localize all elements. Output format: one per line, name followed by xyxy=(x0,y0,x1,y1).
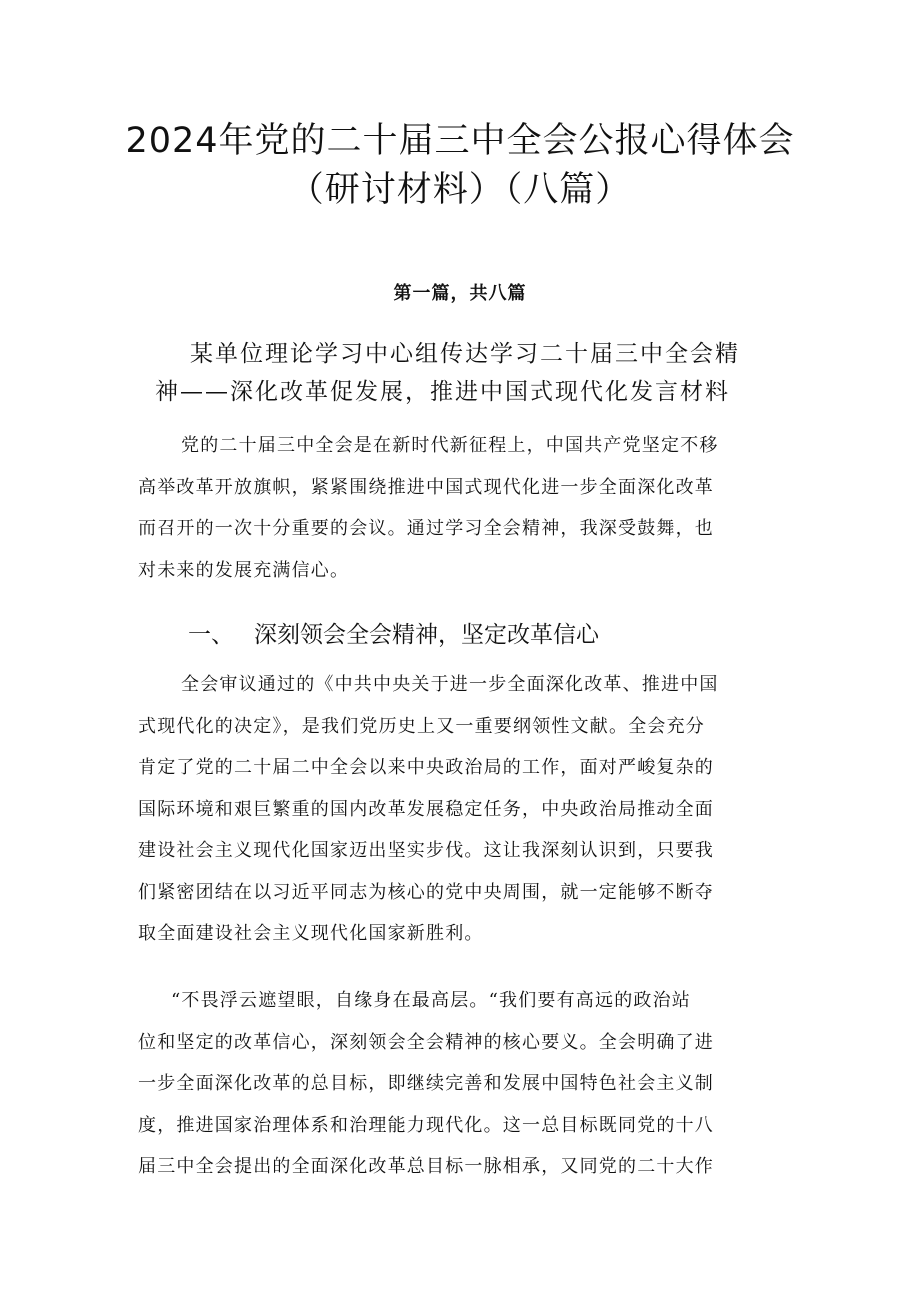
article-heading-line-1: 某单位理论学习中心组传达学习二十届三中全会精 xyxy=(190,341,740,367)
paragraph-line: 届三中全会提出的全面深化改革总目标一脉相承，又同党的二十大作 xyxy=(138,1156,714,1177)
part-label: 第一篇，共八篇 xyxy=(393,283,527,304)
paragraph-line: “不畏浮云遮望眼，自缘身在最高层。“我们要有高远的政治站 xyxy=(171,990,692,1011)
paragraph-line: 全会审议通过的《中共中央关于进一步全面深化改革、推进中国 xyxy=(181,674,719,695)
paragraph-line: 建设社会主义现代化国家迈出坚实步伐。这让我深刻认识到，只要我 xyxy=(138,840,714,861)
intro-line: 而召开的一次十分重要的会议。通过学习全会精神，我深受鼓舞，也 xyxy=(138,518,714,539)
section-number: 一、 xyxy=(188,622,234,648)
paragraph-line: 一步全面深化改革的总目标，即继续完善和发展中国特色社会主义制 xyxy=(138,1073,714,1094)
section-title-text: 深刻领会全会精神，坚定改革信心 xyxy=(254,622,599,648)
paragraph-line: 式现代化的决定》，是我们党历史上又一重要纲领性文献。全会充分 xyxy=(138,715,705,737)
intro-line: 党的二十届三中全会是在新时代新征程上，中国共产党坚定不移 xyxy=(181,435,719,456)
section-paragraph-1 xyxy=(138,664,788,955)
document-title-line-1: 2024年党的二十届三中全会公报心得体会 xyxy=(125,121,795,161)
paragraph-line: 位和坚定的改革信心，深刻领会全会精神的核心要义。全会明确了进 xyxy=(138,1031,714,1053)
article-heading-line-2: 神——深化改革促发展，推进中国式现代化发言材料 xyxy=(155,379,730,405)
document-title-line-2: （研讨材料）（八篇） xyxy=(288,170,632,210)
intro-paragraph xyxy=(138,425,788,591)
paragraph-line: 取全面建设社会主义现代化国家新胜利。 xyxy=(138,923,484,944)
paragraph-line: 们紧密团结在以习近平同志为核心的党中央周围，就一定能够不断夺 xyxy=(138,881,714,903)
intro-line: 对未来的发展充满信心。 xyxy=(138,559,350,581)
section-paragraph-2 xyxy=(138,980,788,1188)
section-heading xyxy=(188,616,599,649)
paragraph-line: 度，推进国家治理体系和治理能力现代化。这一总目标既同党的十八 xyxy=(138,1114,714,1136)
intro-line: 高举改革开放旗帜，紧紧围绕推进中国式现代化进一步全面深化改革 xyxy=(138,476,714,498)
paragraph-line: 肯定了党的二十届二中全会以来中央政治局的工作，面对严峻复杂的 xyxy=(138,757,714,778)
paragraph-line: 国际环境和艰巨繁重的国内改革发展稳定任务，中央政治局推动全面 xyxy=(138,798,714,820)
